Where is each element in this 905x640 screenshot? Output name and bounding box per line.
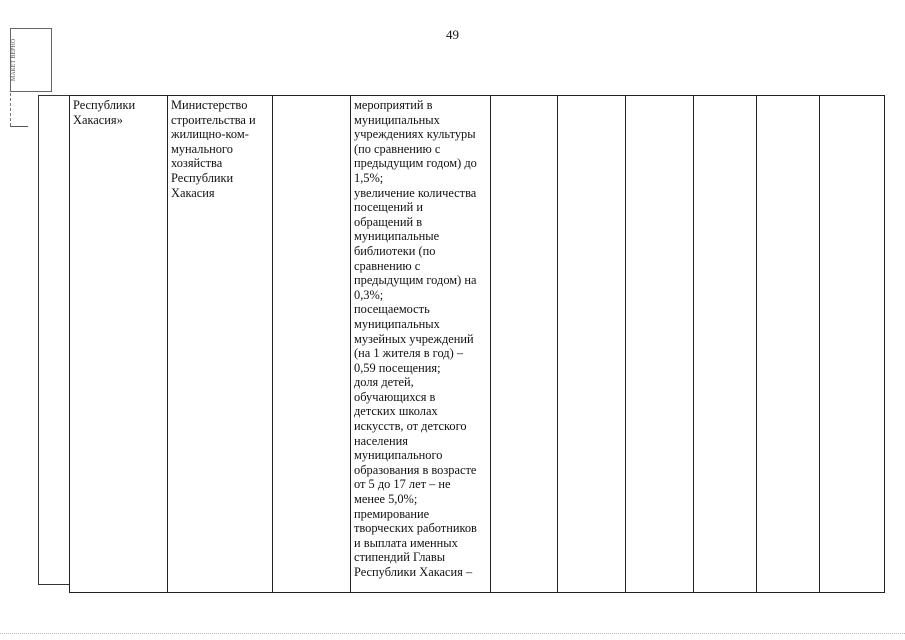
page-number: 49 <box>446 27 459 42</box>
left-bracket-bottom <box>38 584 69 585</box>
cell-empty-5 <box>491 96 558 593</box>
cell-empty-3 <box>273 96 351 593</box>
left-bracket-top <box>38 95 70 96</box>
margin-stamp <box>10 28 52 92</box>
table-row <box>70 96 885 593</box>
cell-empty-6 <box>558 96 626 593</box>
cell-ministry: Министерство строительства и жилищно-ком- мунального хозяйства Республики Хакасия <box>168 96 273 593</box>
margin-stamp-text: МАКЕТ ВЕРНО <box>11 38 17 82</box>
cell-region: Республики Хакасия» <box>70 96 168 593</box>
data-table <box>69 95 885 593</box>
margin-tick-foot <box>10 126 28 127</box>
cell-empty-10 <box>820 96 885 593</box>
left-bracket-line <box>38 95 39 585</box>
cell-indicators: мероприятий в муниципальных учреждениях культуры (по сравнению с предыдущим годом) до 1,5%; увеличение количества посещений и обращений в муниципальные библиотеки (по сравнению с предыдущим годом) на 0,3%; посещаемость муниципальных музейных учреждений (на 1 жителя в год) – 0,59 посещения; доля детей, обучающихся в детских школах искусств, от детского населения муниципального образования в возрасте от 5 до 17 лет – не менее 5,0%; премирование творческих работников и выплата именных стипендий Главы Республики Хакасия – <box>351 96 491 593</box>
cell-empty-7 <box>626 96 694 593</box>
scan-noise-bottom <box>0 633 905 634</box>
cell-empty-8 <box>694 96 757 593</box>
margin-tick-line <box>10 93 12 126</box>
cell-empty-9 <box>757 96 820 593</box>
